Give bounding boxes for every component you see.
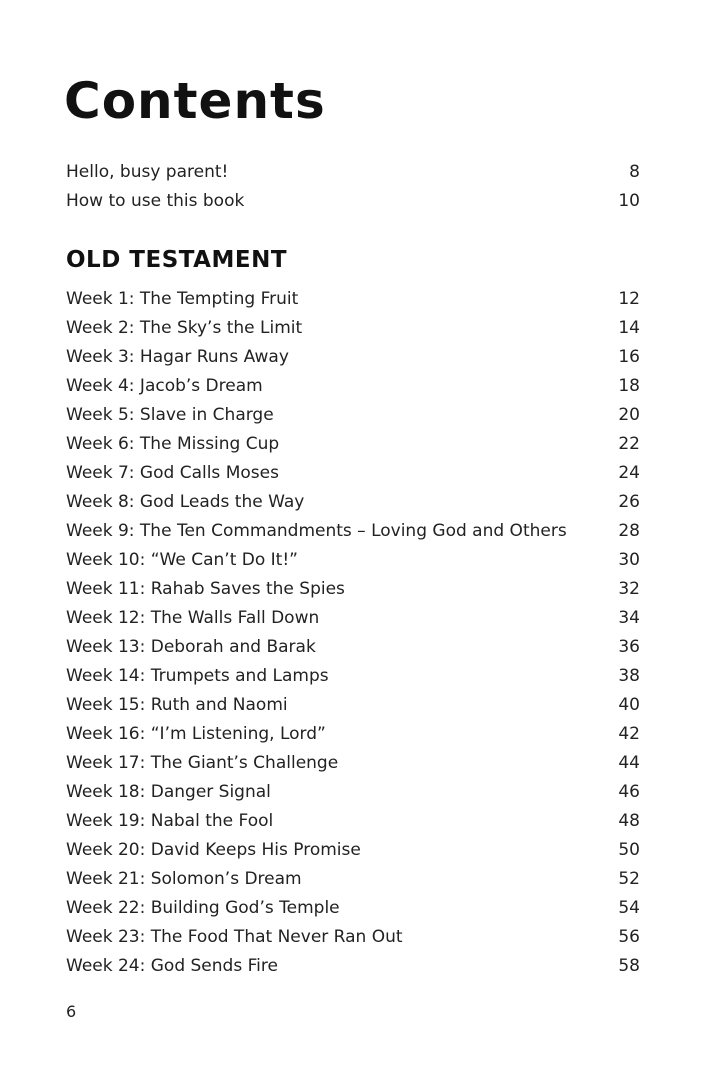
toc-entry-page: 18	[618, 376, 640, 396]
toc-entry[interactable]	[66, 836, 640, 865]
toc-entry[interactable]	[66, 488, 640, 517]
toc-entry-page: 12	[618, 289, 640, 309]
toc-entry-page: 20	[618, 405, 640, 425]
toc-entry[interactable]	[66, 749, 640, 778]
toc-entry-page: 42	[618, 724, 640, 744]
toc-entry-page: 48	[618, 811, 640, 831]
toc-entry[interactable]	[66, 662, 640, 691]
toc-entry-title: Week 17: The Giant’s Challenge	[66, 753, 339, 773]
toc-entry[interactable]	[66, 459, 640, 488]
toc-entry-page: 14	[618, 318, 640, 338]
toc-entry-title: Week 10: “We Can’t Do It!”	[66, 550, 298, 570]
toc-entry[interactable]	[66, 894, 640, 923]
toc-entry[interactable]	[66, 575, 640, 604]
toc-entry-page: 44	[618, 753, 640, 773]
toc-entry-title: Week 15: Ruth and Naomi	[66, 695, 288, 715]
toc-entry-page: 28	[618, 521, 640, 541]
toc-entry-title: Week 19: Nabal the Fool	[66, 811, 274, 831]
toc-entry-title: Week 9: The Ten Commandments – Loving God and Others	[66, 521, 567, 541]
toc-entry-title: Week 20: David Keeps His Promise	[66, 840, 361, 860]
toc-entry[interactable]	[66, 691, 640, 720]
toc-entry[interactable]	[66, 401, 640, 430]
toc-entry-title: Week 13: Deborah and Barak	[66, 637, 316, 657]
toc-entry[interactable]	[66, 285, 640, 314]
toc-entry-title: Week 8: God Leads the Way	[66, 492, 305, 512]
toc-entry-page: 8	[629, 162, 640, 182]
toc-entry[interactable]	[66, 187, 640, 216]
toc-entry-page: 36	[618, 637, 640, 657]
toc-entry-title: Week 22: Building God’s Temple	[66, 898, 340, 918]
toc-entry[interactable]	[66, 720, 640, 749]
toc-entry-page: 34	[618, 608, 640, 628]
toc-entry-page: 38	[618, 666, 640, 686]
toc-entry-title: Week 14: Trumpets and Lamps	[66, 666, 329, 686]
toc-entry[interactable]	[66, 604, 640, 633]
toc-entry-title: Week 23: The Food That Never Ran Out	[66, 927, 403, 947]
toc-entry-title: Week 18: Danger Signal	[66, 782, 271, 802]
toc-entry-page: 26	[618, 492, 640, 512]
toc-entry[interactable]	[66, 546, 640, 575]
toc-entry[interactable]	[66, 807, 640, 836]
section-heading-old-testament: OLD TESTAMENT	[66, 247, 288, 273]
toc-entry-title: Week 11: Rahab Saves the Spies	[66, 579, 345, 599]
toc-entry[interactable]	[66, 952, 640, 981]
toc-entry[interactable]	[66, 865, 640, 894]
toc-entry[interactable]	[66, 343, 640, 372]
toc-entry-page: 32	[618, 579, 640, 599]
toc-entry[interactable]	[66, 314, 640, 343]
toc-entry[interactable]	[66, 517, 640, 546]
toc-entry-title: Week 7: God Calls Moses	[66, 463, 279, 483]
toc-entry-title: Week 5: Slave in Charge	[66, 405, 274, 425]
toc-entry-title: Hello, busy parent!	[66, 162, 229, 182]
toc-entry[interactable]	[66, 372, 640, 401]
toc-entry-page: 56	[618, 927, 640, 947]
toc-entry-title: Week 3: Hagar Runs Away	[66, 347, 289, 367]
toc-entry[interactable]	[66, 158, 640, 187]
toc-entry-page: 30	[618, 550, 640, 570]
toc-entry-title: Week 2: The Sky’s the Limit	[66, 318, 303, 338]
toc-entry-title: Week 6: The Missing Cup	[66, 434, 280, 454]
page-title: Contents	[64, 72, 326, 130]
intro-list	[66, 158, 640, 216]
page-number: 6	[66, 1002, 77, 1021]
toc-entry-page: 10	[618, 191, 640, 211]
toc-entry-page: 50	[618, 840, 640, 860]
toc-entry-title: Week 1: The Tempting Fruit	[66, 289, 299, 309]
toc-entry-title: Week 24: God Sends Fire	[66, 956, 278, 976]
toc-entry-page: 52	[618, 869, 640, 889]
toc-entry[interactable]	[66, 430, 640, 459]
toc-entry-title: How to use this book	[66, 191, 245, 211]
toc-entry[interactable]	[66, 778, 640, 807]
toc-entry-page: 22	[618, 434, 640, 454]
toc-entry-title: Week 16: “I’m Listening, Lord”	[66, 724, 326, 744]
toc-entry-page: 16	[618, 347, 640, 367]
toc-entry[interactable]	[66, 923, 640, 952]
toc-entry-page: 24	[618, 463, 640, 483]
toc-entry-page: 58	[618, 956, 640, 976]
toc-entry-page: 46	[618, 782, 640, 802]
toc-entry-page: 54	[618, 898, 640, 918]
old-testament-list	[66, 285, 640, 981]
toc-entry-title: Week 4: Jacob’s Dream	[66, 376, 263, 396]
toc-entry-page: 40	[618, 695, 640, 715]
toc-entry[interactable]	[66, 633, 640, 662]
toc-entry-title: Week 12: The Walls Fall Down	[66, 608, 320, 628]
toc-entry-title: Week 21: Solomon’s Dream	[66, 869, 302, 889]
